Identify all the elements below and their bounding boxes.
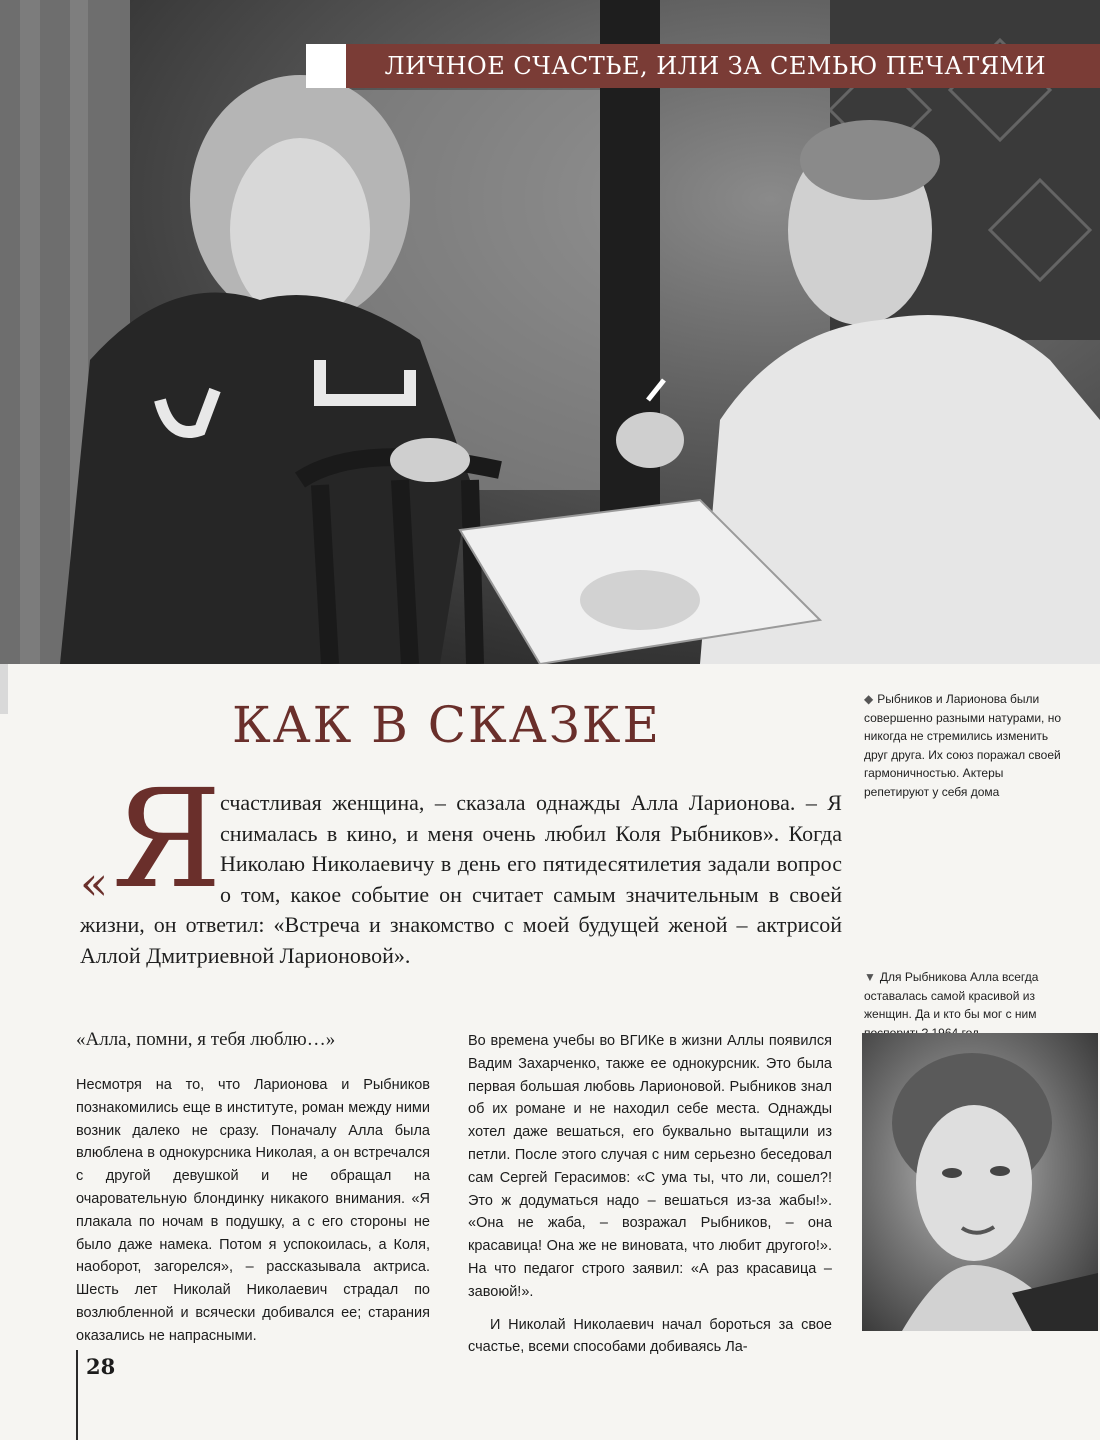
header-marker: [306, 44, 346, 88]
portrait-illustration: [862, 1033, 1098, 1331]
photo-caption: [864, 690, 1064, 801]
caption-arrow-down-icon: ▼: [864, 970, 876, 984]
column-left: [76, 1074, 430, 1348]
margin-strip: [0, 664, 8, 714]
page-number: 28: [86, 1354, 116, 1379]
paragraph: Во времена учебы во ВГИКе в жизни Аллы появился Вадим Захарченко, также ее однокурсник. Это была первая большая любовь Ларионовой. Рыбников знал об их романе и не находил себе места. Однажды хотел даже вешаться, его буквально вытащили из петли. После этого случая с ним серьезно беседовал сам Сергей Герасимов: «С ума ты, что ли, сошел?! Это ж додуматься надо – вешаться из-за жабы!». «Она не жаба, – возражал Рыбников, – она красавица! Она же не виновата, что любит другого!». На что педагог строго заявил: «А раз красавица – завоюй!».: [468, 1033, 832, 1300]
page-rule: [76, 1350, 78, 1440]
column-middle: [468, 1030, 832, 1359]
lead-text: счастливая женщина, – сказала однажды Алла Ларионова. – Я снималась в кино, и меня очень любил Коля Рыбников». Когда Николаю Николаевичу в день его пятидесятилетия задали вопрос о том, какое событие он считает самым значительным в своей жизни, он ответил: «Встреча и знакомство с моей будущей женой – актрисой Аллой Дмитриевной Ларионовой».: [80, 790, 842, 968]
caption-text: Для Рыбникова Алла всегда оставалась самой красивой из женщин. Да и кто бы мог с ним: [864, 970, 1039, 1021]
section-header: ЛИЧНОЕ СЧАСТЬЕ, ИЛИ ЗА СЕМЬЮ ПЕЧАТЯМИ: [384, 52, 1046, 80]
lead-paragraph: [80, 788, 842, 998]
section-subhead: «Алла, помни, я тебя люблю…»: [76, 1029, 336, 1050]
article-title: КАК В СКАЗКЕ: [232, 696, 661, 754]
caption-text: Рыбников и Ларионова были совершенно разными натурами, но никогда не стремились изменить друг друга. Их союз поражал своей гармоничностью. Актеры репетируют у себя дома: [864, 692, 1062, 799]
caption-arrow-icon: ◆: [864, 692, 874, 706]
paragraph: Несмотря на то, что Ларионова и Рыбников познакомились еще в институте, роман между ними возник далеко не сразу. Поначалу Алла была влюблена в однокурсника Николая, а он встречался с другой девушкой и не обращал на очаровательную блондинку никакого внимания. «Я плакала по ночам в подушку, а с его стороны не было даже намека. Потом я успокоилась, а Коля, наоборот, загорелся», – рассказывала актриса. Шесть лет Николай Николаевич страдал по возлюбленной и всячески добивался ее; старания оказались не напрасными.: [76, 1077, 430, 1344]
lead-quote-mark: «: [80, 856, 109, 910]
photo-illustration: [0, 0, 1100, 664]
section-header-bar: [346, 44, 1100, 88]
paragraph: И Николай Николаевич начал бороться за свое счастье, всеми способами добиваясь Ла-: [468, 1316, 832, 1356]
portrait-caption: [864, 968, 1068, 1042]
main-photo: [0, 0, 1100, 664]
lead-dropcap: Я: [112, 761, 222, 919]
portrait-photo: [862, 1033, 1098, 1331]
